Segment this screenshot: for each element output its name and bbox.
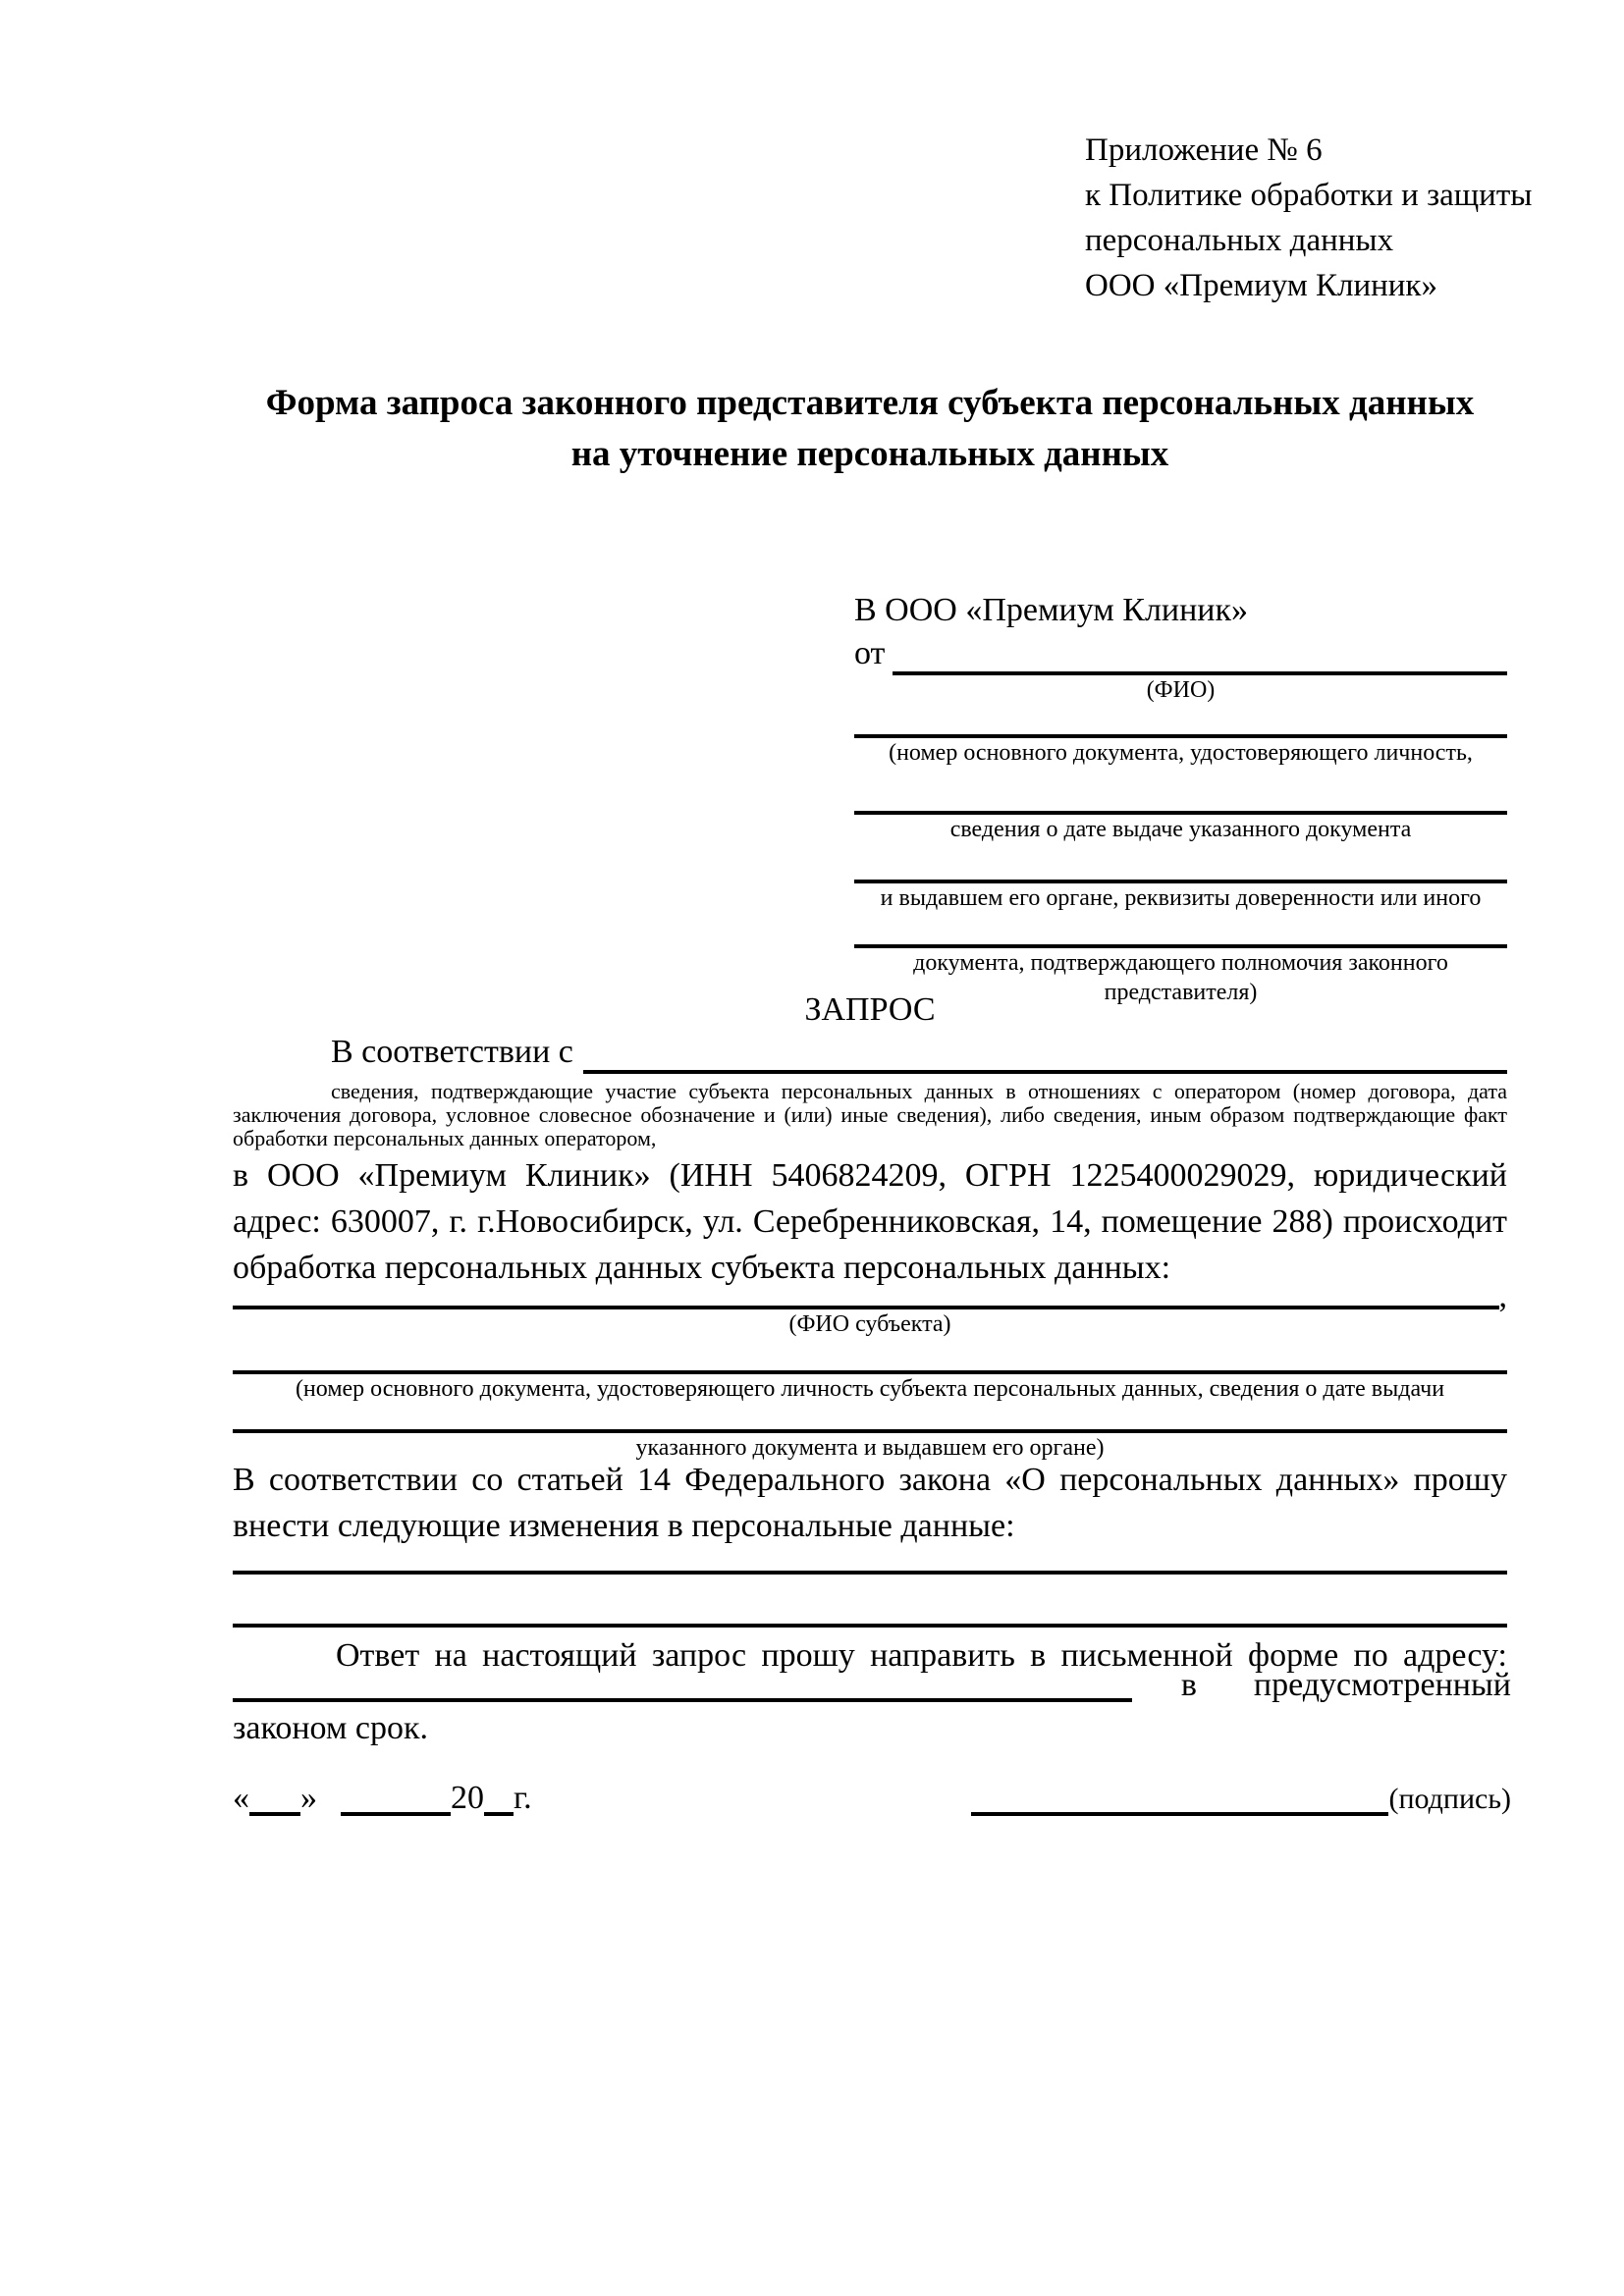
subject-block	[233, 1278, 1507, 1463]
date-year-line[interactable]	[484, 1777, 514, 1816]
appendix-header	[1085, 128, 1532, 308]
doc-issuer-line[interactable]	[854, 844, 1507, 883]
from-row	[854, 632, 1507, 675]
document-title-line2: на уточнение персональных данных	[570, 434, 1169, 474]
fio-caption: (ФИО)	[1146, 677, 1216, 703]
accordance-footnote: сведения, подтверждающие участие субъекта персональных данных в отношениях с оператором (номер договора, дата заключения договора, условное словесное обозначение и (или) иные сведения), либо сведения, иным образом подтверждающие факт обработки персональных данных оператором,	[233, 1079, 1507, 1150]
doc-authority-line[interactable]	[854, 913, 1507, 948]
document-title-line1: Форма запроса законного представителя субъекта персональных данных	[265, 383, 1475, 423]
date-month-line[interactable]	[341, 1777, 451, 1816]
appendix-company: ООО «Премиум Клиник»	[1085, 268, 1437, 303]
subject-doc-caption-1: (номер основного документа, удостоверяющего личность субъекта персональных данных, сведения о дате выдачи	[295, 1376, 1445, 1402]
from-label: от	[854, 635, 886, 671]
addressee-to: В ООО «Премиум Клиник»	[854, 592, 1249, 628]
subject-doc-line-2[interactable]	[233, 1404, 1507, 1433]
answer-lead: Ответ на настоящий запрос прошу направить в письменной форме по адресу:	[336, 1637, 1507, 1674]
date-year-suffix: г.	[514, 1780, 532, 1816]
accordance-line[interactable]	[583, 1031, 1507, 1074]
from-fio-line[interactable]	[893, 632, 1507, 675]
answer-address-line[interactable]	[233, 1667, 1132, 1702]
appendix-policy-line2: персональных данных	[1085, 223, 1394, 258]
appendix-policy-line1: к Политике обработки и защиты	[1085, 178, 1533, 213]
subject-doc-line-1[interactable]	[233, 1339, 1507, 1374]
date-day-line[interactable]	[249, 1777, 300, 1816]
subject-doc-caption-2: указанного документа и выдавшем его органе)	[635, 1435, 1105, 1461]
footer-row	[233, 1779, 1511, 1816]
doc-number-caption: (номер основного документа, удостоверяющего личность,	[889, 740, 1473, 766]
signature-group	[971, 1779, 1511, 1816]
answer-address-row	[233, 1667, 1511, 1703]
subject-fio-line[interactable]	[233, 1280, 1499, 1309]
appendix-number: Приложение № 6	[1085, 133, 1323, 168]
doc-authority-caption: документа, подтверждающего полномочия законного представителя)	[913, 950, 1448, 1005]
subject-fio-caption: (ФИО субъекта)	[788, 1311, 951, 1337]
law-paragraph: В соответствии со статьей 14 Федерального закона «О персональных данных» прошу внести следующие изменения в персональные данные:	[233, 1462, 1507, 1544]
signature-caption: (подпись)	[1388, 1783, 1511, 1815]
date-year-prefix: 20	[451, 1780, 484, 1816]
date-group	[233, 1779, 532, 1816]
accordance-row	[233, 1031, 1507, 1074]
answer-word-2: предусмотренный	[1253, 1667, 1511, 1703]
date-quote-open: «	[233, 1780, 249, 1816]
subject-comma: ,	[1498, 1278, 1507, 1314]
addressee-block	[854, 589, 1507, 1007]
subject-fio-row	[233, 1278, 1507, 1314]
document-title	[233, 378, 1507, 480]
operator-paragraph: в ООО «Премиум Клиник» (ИНН 5406824209, ОГРН 1225400029029, юридический адрес: 630007, г. г.Новосибирск, ул. Серебренниковская, 14, помещение 288) происходит обработка персональных данных субъекта персональных данных:	[233, 1157, 1507, 1286]
changes-line-1[interactable]	[233, 1531, 1507, 1575]
changes-line-2[interactable]	[233, 1582, 1507, 1628]
signature-line[interactable]	[971, 1777, 1388, 1816]
accordance-label: В соответствии с	[331, 1034, 573, 1070]
date-quote-close: »	[300, 1780, 317, 1816]
doc-issue-date-line[interactable]	[854, 768, 1507, 815]
answer-word-1: в	[1180, 1667, 1197, 1703]
doc-issue-date-caption: сведения о дате выдаче указанного документа	[949, 817, 1412, 842]
doc-number-line[interactable]	[854, 705, 1507, 738]
doc-issuer-caption: и выдавшем его органе, реквизиты доверенности или иного	[880, 885, 1482, 911]
request-heading: ЗАПРОС	[804, 991, 936, 1028]
answer-tail: законом срок.	[233, 1710, 428, 1746]
